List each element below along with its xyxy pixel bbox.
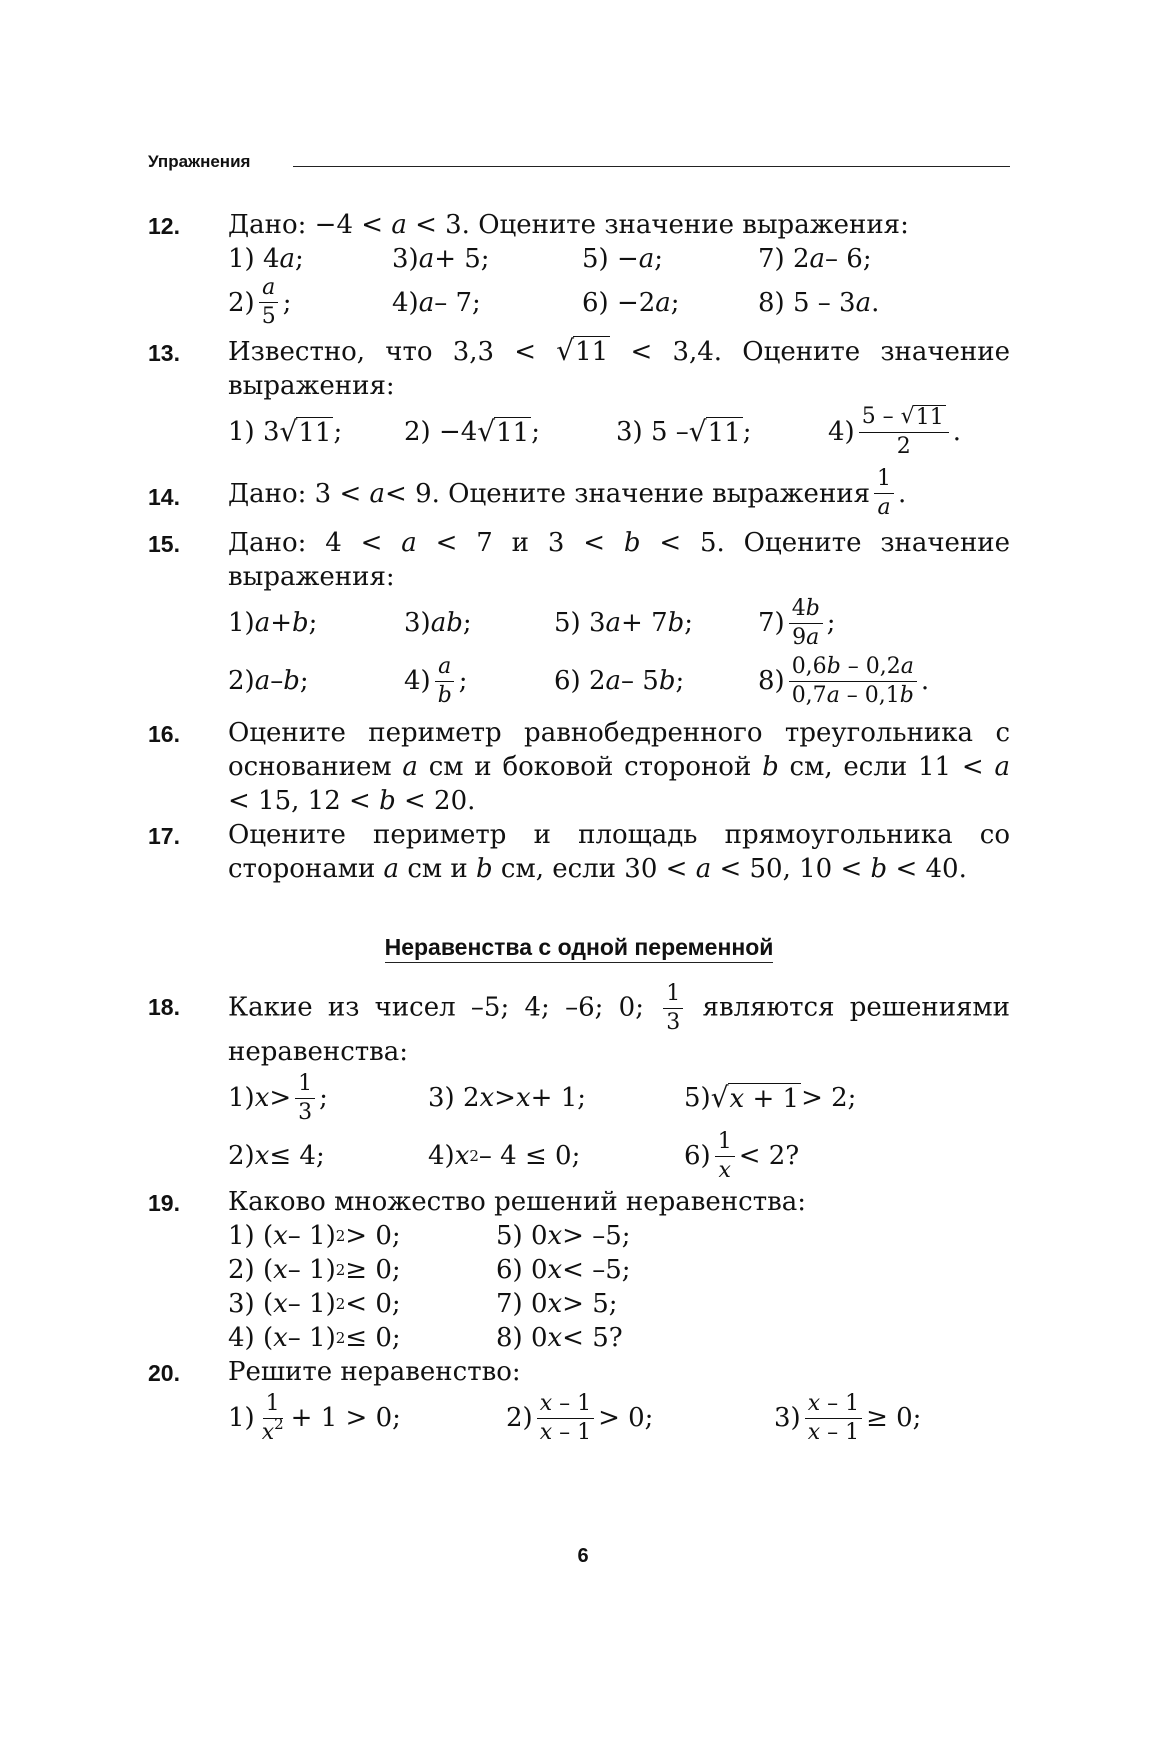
option: 3) ( x – 1) 2 < 0; — [228, 1289, 401, 1319]
option: 4) x 2 – 4 ≤ 0; — [428, 1141, 581, 1171]
exercise-number: 17. — [148, 823, 180, 849]
option: 1) $\frac{1}{x^2}$ + 1 > 0; — [228, 1390, 401, 1445]
exercise-number: 12. — [148, 213, 180, 239]
fraction: $\frac{4b}{9a}$ — [789, 597, 823, 650]
option: 1) 3 √ 11 ; — [228, 414, 343, 448]
exercise-number: 14. — [148, 484, 180, 510]
exercise-16 — [148, 716, 1010, 818]
option: 3) ab ; — [404, 608, 472, 638]
exercise-18 — [148, 982, 1010, 1185]
exercise-number: 18. — [148, 994, 180, 1020]
options-row-1 — [228, 242, 1010, 276]
options-row-1 — [228, 403, 1010, 461]
option: 8) 5 – 3 a . — [758, 287, 880, 318]
option: 2) −4 √ 11 ; — [404, 414, 540, 448]
options-column-left — [228, 1219, 496, 1355]
option: 6) −2 a ; — [582, 287, 680, 318]
fraction: $\frac{1}{x}$ — [715, 1130, 735, 1183]
option: 4) 5 – √ 11 2 . — [828, 404, 961, 459]
exercise-number: 13. — [148, 340, 180, 366]
exercise-statement: Оцените периметр и площадь прямоугольника со сторонами a см и b см, если 30 < a < 50, 10 < b < 40. — [228, 820, 1010, 884]
option: 2) ( x – 1) 2 ≥ 0; — [228, 1255, 401, 1285]
option: 6) 0 x < –5; — [496, 1255, 631, 1285]
fraction: $\frac{x - 1}{x - 1}$ — [537, 1392, 594, 1445]
exercise-statement: Каково множество решений неравенства: — [228, 1187, 806, 1217]
option: 8) $\frac{0,6b - 0,2a}{0,7a - 0,1b}$ . — [758, 653, 930, 708]
options-row-1 — [228, 1389, 1010, 1447]
exercise-17 — [148, 818, 1010, 886]
exercise-20 — [148, 1355, 1010, 1447]
exercise-statement: Дано: 4 < a < 7 и 3 < b < 5. Оцените значение выражения: — [228, 528, 1010, 592]
options-row-2 — [228, 652, 1010, 710]
fraction: $\frac{x - 1}{x - 1}$ — [805, 1392, 862, 1445]
option: 3) 2 x > x + 1; — [428, 1083, 586, 1113]
option: 1) 4 a ; — [228, 244, 304, 274]
options-row-1 — [228, 1069, 1010, 1127]
option: 1) x > $\frac{1}{3}$ ; — [228, 1070, 328, 1125]
option: 4) ( x – 1) 2 ≤ 0; — [228, 1323, 401, 1353]
option: 2) $\frac{x - 1}{x - 1}$ > 0; — [506, 1390, 654, 1445]
option: 5) 0 x > –5; — [496, 1221, 631, 1251]
option: 3) 5 – √ 11 ; — [616, 414, 752, 448]
option: 5) √ x + 1 > 2; — [684, 1080, 857, 1114]
fraction: $\frac{0,6b - 0,2a}{0,7a - 0,1b}$ — [789, 655, 917, 708]
options-column-right — [496, 1219, 631, 1355]
option: 2) x ≤ 4; — [228, 1141, 325, 1171]
option: 8) 0 x < 5? — [496, 1323, 623, 1353]
option: 5) − a ; — [582, 244, 664, 274]
exercise-statement: Какие из чисел –5; 4; –6; 0; $\frac{1}{3}$ являются решениями неравенства: — [228, 981, 1010, 1067]
exercise-statement: Оцените периметр равнобедренного треугольника с основанием a см и боковой стороной b см, если 11 < a < 15, 12 < b < 20. — [228, 718, 1010, 816]
exercise-number: 19. — [148, 1190, 180, 1216]
exercise-number: 20. — [148, 1360, 180, 1386]
fraction: $\frac{1}{a}$ — [874, 467, 894, 520]
exercise-12 — [148, 208, 1010, 329]
square-root: √ 11 — [556, 334, 609, 367]
option: 2) $\frac{a}{5}$ ; — [228, 275, 292, 329]
square-root: √ x + 1 — [710, 1080, 800, 1114]
fraction: $\frac{1}{3}$ — [295, 1072, 315, 1125]
exercise-list — [148, 208, 1010, 1447]
fraction: $\frac{a}{5}$ — [259, 276, 279, 329]
option: 5) 3 a + 7 b ; — [554, 608, 694, 638]
exercise-13 — [148, 335, 1010, 461]
option: 7) 2 a – 6; — [758, 244, 872, 274]
exercise-number: 16. — [148, 721, 180, 747]
option: 7) 0 x > 5; — [496, 1289, 618, 1319]
option: 4) a – 7; — [392, 287, 481, 318]
fraction: $\frac{1}{3}$ — [663, 982, 683, 1035]
options-row-2 — [228, 1127, 1010, 1185]
options-row-1 — [228, 594, 1010, 652]
page-number: 6 — [577, 1545, 589, 1567]
exercise-15 — [148, 526, 1010, 710]
option: 3) $\frac{x - 1}{x - 1}$ ≥ 0; — [774, 1390, 922, 1445]
options-grid — [228, 1219, 1010, 1355]
exercise-statement: Дано: −4 < a < 3. Оцените значение выражения: — [228, 210, 909, 240]
fraction: $\frac{1}{x^2}$ — [261, 1390, 284, 1445]
page-header — [148, 150, 1010, 180]
option: 6) 2 a – 5 b ; — [554, 666, 685, 696]
exercise-14 — [148, 467, 1010, 520]
header-rule — [293, 166, 1010, 167]
exercise-19 — [148, 1185, 1010, 1355]
fraction: 5 – √ 11 2 — [859, 405, 949, 459]
section-title: Неравенства с одной переменной — [148, 930, 1010, 964]
option: 1) ( x – 1) 2 > 0; — [228, 1221, 401, 1251]
exercise-statement: Решите неравенство: — [228, 1357, 521, 1387]
option: 1) a + b ; — [228, 608, 318, 638]
option: 4) $\frac{a}{b}$ ; — [404, 653, 468, 708]
exercise-number: 15. — [148, 531, 180, 557]
exercise-statement: Дано: 3 < a < 9. Оцените значение выражения $\frac{1}{a}$ . — [228, 466, 907, 520]
option: 3) a + 5; — [392, 244, 490, 274]
option: 6) $\frac{1}{x}$ < 2? — [684, 1128, 800, 1183]
header-label: Упражнения — [148, 152, 251, 171]
exercise-statement: Известно, что 3,3 < √ 11 < 3,4. Оцените значение выражения: — [228, 334, 1010, 401]
options-row-2 — [228, 276, 1010, 329]
option: 2) a – b ; — [228, 666, 309, 696]
fraction: $\frac{a}{b}$ — [435, 655, 455, 708]
option: 7) $\frac{4b}{9a}$ ; — [758, 595, 836, 650]
